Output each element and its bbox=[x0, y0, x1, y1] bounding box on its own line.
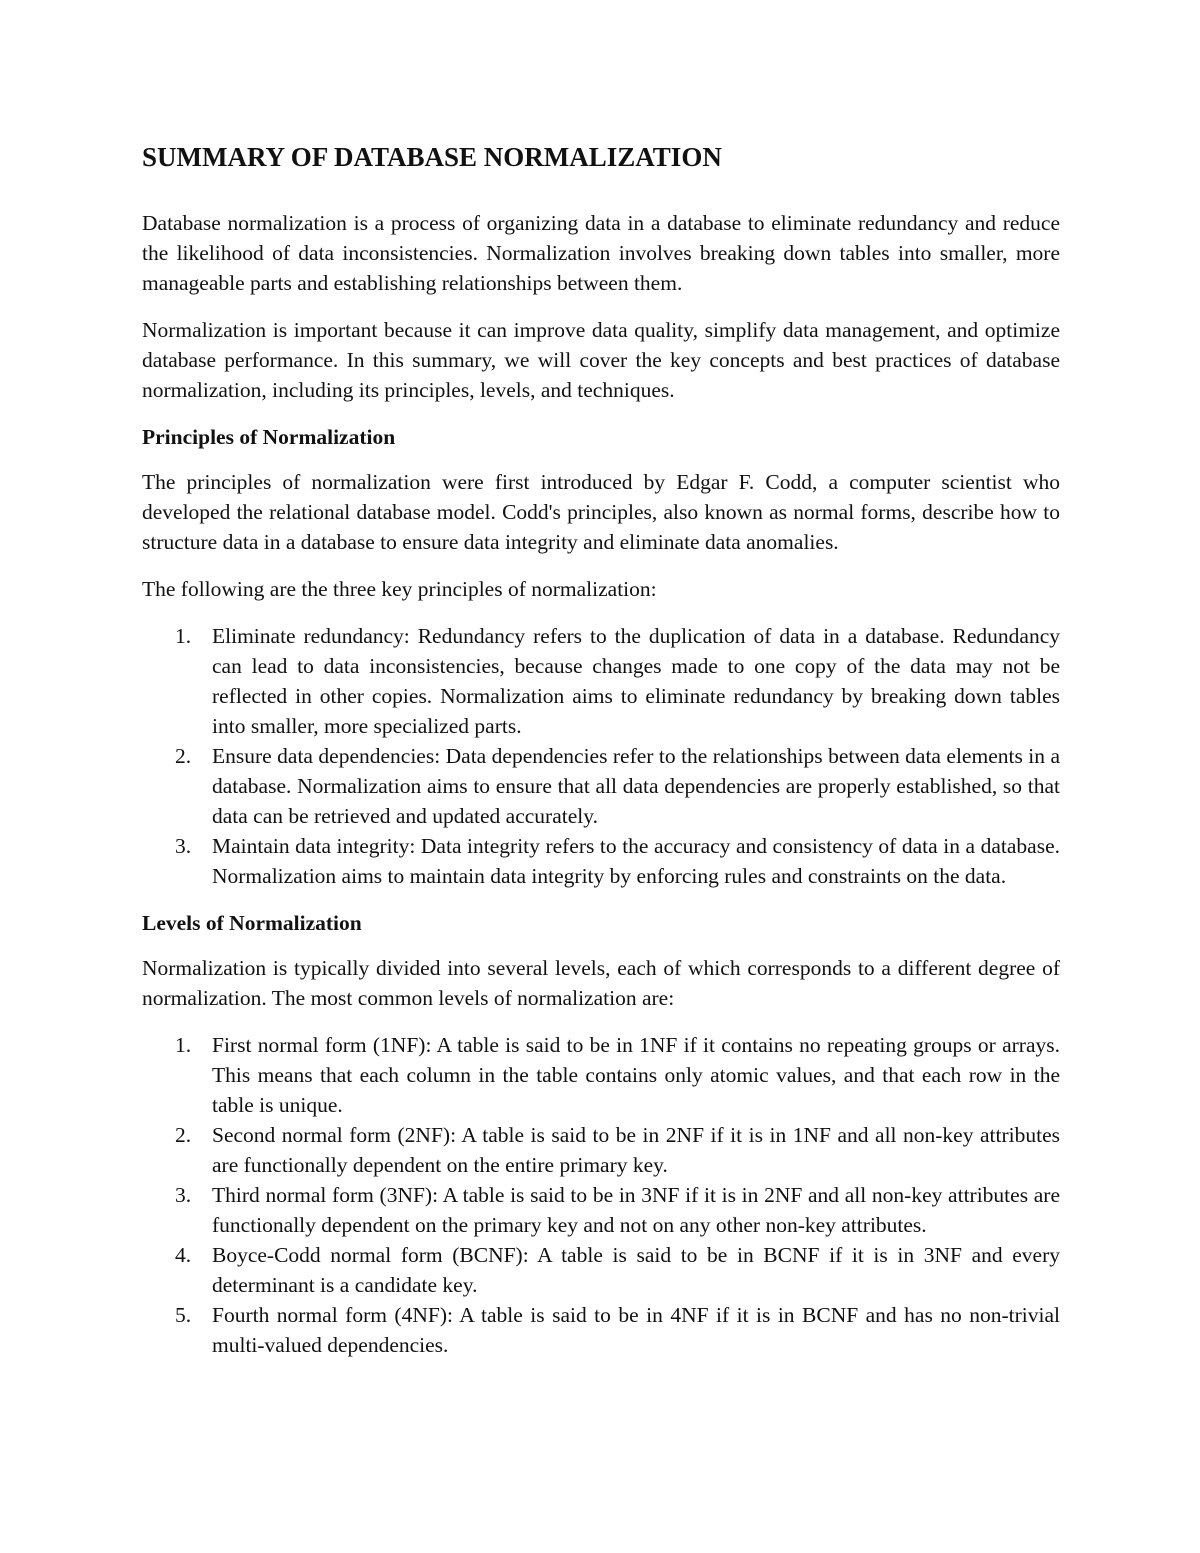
document-title: SUMMARY OF DATABASE NORMALIZATION bbox=[142, 142, 722, 172]
list-item-text: First normal form (1NF): A table is said to be in 1NF if it contains no repeating groups or arrays. This means that each column in the table contains only atomic values, and that each row in the table is unique. bbox=[212, 1033, 1060, 1117]
list-item-number: 4. bbox=[175, 1243, 192, 1267]
levels-list bbox=[142, 1030, 1060, 1360]
list-item-number: 1. bbox=[175, 624, 192, 648]
levels-heading: Levels of Normalization bbox=[142, 911, 362, 935]
list-item-text: Second normal form (2NF): A table is said to be in 2NF if it is in 1NF and all non-key attributes are functionally dependent on the entire primary key. bbox=[212, 1123, 1060, 1177]
list-item bbox=[142, 1240, 1060, 1300]
intro-paragraph: Database normalization is a process of organizing data in a database to eliminate redundancy and reduce the likelihood of data inconsistencies. Normalization involves breaking down tables into smaller, more manageable parts and establishing relationships between them. bbox=[142, 211, 1060, 295]
list-item bbox=[142, 1030, 1060, 1120]
list-item bbox=[142, 1180, 1060, 1240]
principles-list bbox=[142, 621, 1060, 891]
list-item-number: 5. bbox=[175, 1303, 192, 1327]
list-item-text: Fourth normal form (4NF): A table is said to be in 4NF if it is in BCNF and has no non-trivial multi-valued dependencies. bbox=[212, 1303, 1060, 1357]
list-item bbox=[142, 1120, 1060, 1180]
principles-paragraph: The following are the three key principles of normalization: bbox=[142, 577, 657, 601]
list-item-text: Third normal form (3NF): A table is said to be in 3NF if it is in 2NF and all non-key attributes are functionally dependent on the primary key and not on any other non-key attributes. bbox=[212, 1183, 1060, 1237]
list-item bbox=[142, 741, 1060, 831]
list-item-text: Boyce-Codd normal form (BCNF): A table is said to be in BCNF if it is in 3NF and every determinant is a candidate key. bbox=[212, 1243, 1060, 1297]
list-item-number: 3. bbox=[175, 834, 192, 858]
levels-paragraph: Normalization is typically divided into several levels, each of which corresponds to a different degree of normalization. The most common levels of normalization are: bbox=[142, 956, 1060, 1010]
list-item-number: 1. bbox=[175, 1033, 192, 1057]
principles-paragraph: The principles of normalization were first introduced by Edgar F. Codd, a computer scientist who developed the relational database model. Codd's principles, also known as normal forms, describe how to structure data in a database to ensure data integrity and eliminate data anomalies. bbox=[142, 470, 1060, 554]
list-item bbox=[142, 1300, 1060, 1360]
document-body bbox=[142, 140, 1060, 1377]
intro-paragraph: Normalization is important because it can improve data quality, simplify data management, and optimize database performance. In this summary, we will cover the key concepts and best practices of database normalization, including its principles, levels, and techniques. bbox=[142, 318, 1060, 402]
list-item-text: Maintain data integrity: Data integrity refers to the accuracy and consistency of data in a database. Normalization aims to maintain data integrity by enforcing rules and constraints on the data. bbox=[212, 834, 1060, 888]
list-item-number: 3. bbox=[175, 1183, 192, 1207]
list-item-text: Eliminate redundancy: Redundancy refers to the duplication of data in a database. Redundancy can lead to data inconsistencies, because changes made to one copy of the data may not be reflected in other copies. Normalization aims to eliminate redundancy by breaking down tables into smaller, more specialized parts. bbox=[212, 624, 1060, 738]
list-item bbox=[142, 831, 1060, 891]
list-item bbox=[142, 621, 1060, 741]
list-item-number: 2. bbox=[175, 744, 192, 768]
principles-heading: Principles of Normalization bbox=[142, 425, 396, 449]
list-item-number: 2. bbox=[175, 1123, 192, 1147]
list-item-text: Ensure data dependencies: Data dependencies refer to the relationships between data elements in a database. Normalization aims to ensure that all data dependencies are properly established, so that data can be retrieved and updated accurately. bbox=[212, 744, 1060, 828]
